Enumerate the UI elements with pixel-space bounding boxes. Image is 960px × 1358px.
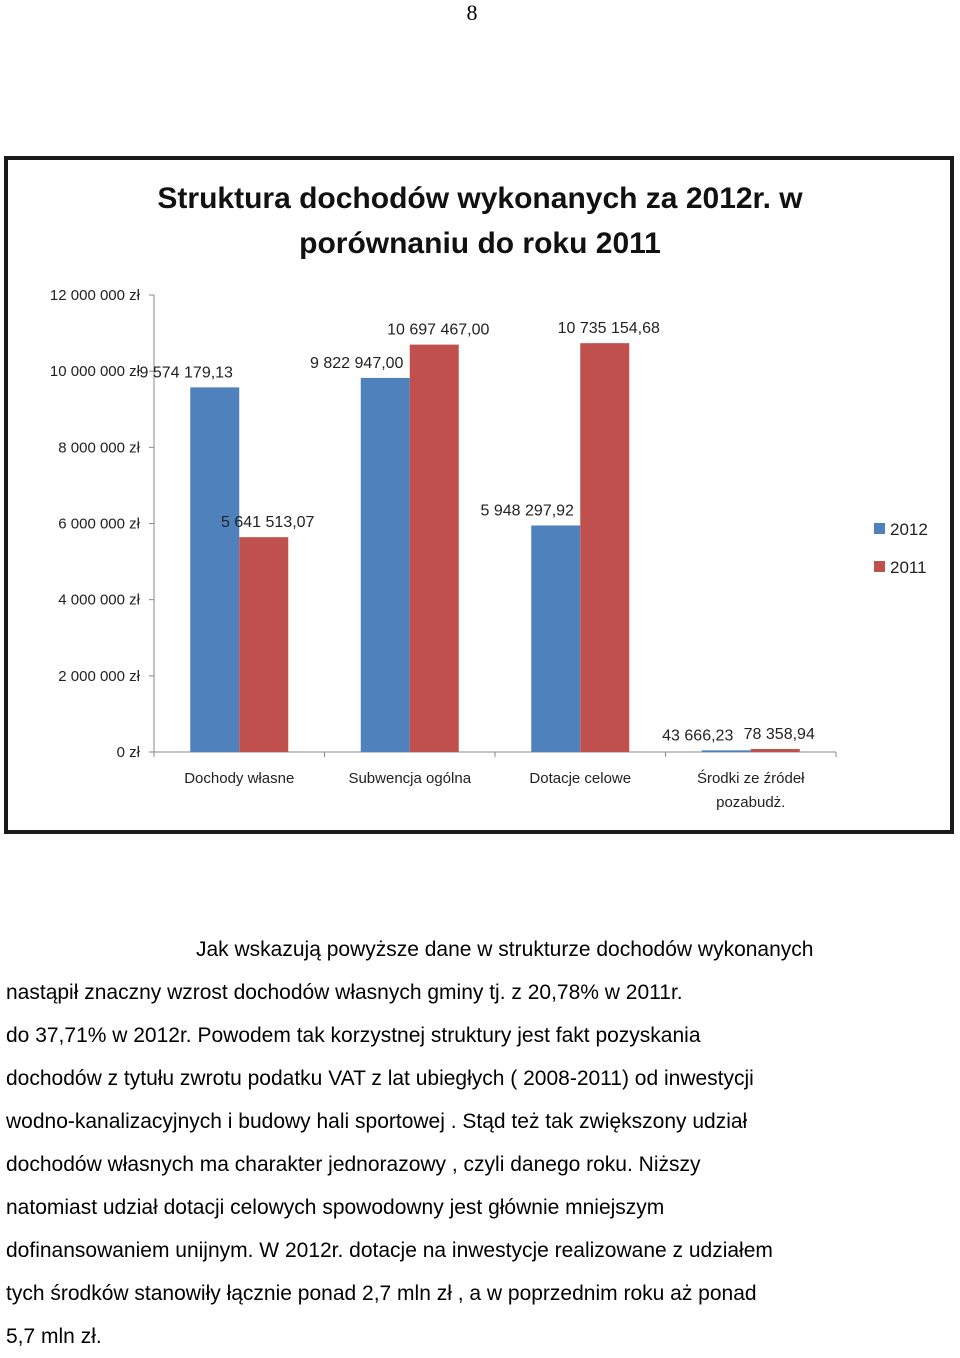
bar-2011: [239, 537, 288, 752]
chart-legend: [874, 520, 928, 577]
bar-2012: [702, 750, 751, 752]
chart-bars: [190, 343, 800, 752]
paragraph-line: do 37,71% w 2012r. Powodem tak korzystnej struktury jest fakt pozyskania: [6, 1024, 701, 1047]
data-label-2011: 10 697 467,00: [387, 321, 490, 339]
paragraph-line: Jak wskazują powyższe dane w strukturze dochodów wykonanych: [196, 938, 814, 961]
data-label-2011: 5 641 513,07: [221, 514, 315, 532]
y-tick-label: 12 000 000 zł: [49, 287, 140, 304]
data-label-2012: 9 822 947,00: [310, 354, 404, 372]
data-label-2011: 78 358,94: [743, 726, 815, 744]
legend-swatch-2011: [874, 561, 885, 572]
page-number: 8: [466, 0, 478, 25]
chart-frame: [4, 156, 954, 834]
bar-2012: [361, 378, 410, 752]
chart-title-line-2: porównaniu do roku 2011: [299, 227, 661, 260]
paragraph-line: dochodów z tytułu zwrotu podatku VAT z lat ubiegłych ( 2008-2011) od inwestycji: [6, 1067, 754, 1090]
paragraph-line: 5,7 mln zł.: [6, 1325, 102, 1348]
y-tick-label: 6 000 000 zł: [58, 515, 140, 533]
paragraph-line: nastąpił znaczny wzrost dochodów własnych gminy tj. z 20,78% w 2011r.: [6, 981, 683, 1004]
x-tick-label: Subwencja ogólna: [348, 770, 472, 787]
paragraph-line: dochodów własnych ma charakter jednorazowy , czyli danego roku. Niższy: [6, 1153, 701, 1176]
x-tick-label: Dochody własne: [184, 770, 295, 787]
legend-swatch-2012: [874, 523, 885, 534]
bar-2011: [580, 343, 629, 752]
chart-title-line-1: Struktura dochodów wykonanych za 2012r. w: [157, 182, 803, 215]
x-tick-label: Środki ze źródeł: [696, 770, 805, 787]
legend-label-2011: 2011: [890, 558, 927, 577]
y-tick-label: 0 zł: [116, 744, 140, 761]
x-tick-label: pozabudż.: [716, 794, 786, 811]
y-tick-label: 10 000 000 zł: [49, 363, 140, 381]
x-tick-label: Dotacje celowe: [529, 770, 632, 787]
paragraph-line: tych środków stanowiły łącznie ponad 2,7 mln zł , a w poprzednim roku aż ponad: [6, 1282, 757, 1305]
data-label-2012: 5 948 297,92: [480, 502, 574, 520]
y-tick-label: 4 000 000 zł: [58, 591, 140, 609]
y-tick-label: 2 000 000 zł: [58, 667, 140, 685]
data-label-2012: 9 574 179,13: [139, 364, 233, 382]
paragraph-line: wodno-kanalizacyjnych i budowy hali sportowej . Stąd też tak zwiększony udział: [6, 1110, 748, 1133]
paragraph-line: dofinansowaniem unijnym. W 2012r. dotacje na inwestycje realizowane z udziałem: [6, 1239, 773, 1262]
bar-2011: [751, 749, 800, 752]
analysis-paragraph: [6, 928, 946, 1358]
bar-2011: [410, 345, 459, 752]
legend-label-2012: 2012: [890, 520, 928, 539]
data-label-2011: 10 735 154,68: [557, 320, 660, 338]
bar-2012: [190, 387, 239, 752]
paragraph-line: natomiast udział dotacji celowych spowodowny jest głównie mniejszym: [6, 1196, 665, 1219]
data-label-2012: 43 666,23: [662, 727, 734, 745]
revenue-structure-chart: [8, 160, 950, 830]
bar-2012: [531, 525, 580, 752]
y-tick-label: 8 000 000 zł: [58, 439, 140, 457]
